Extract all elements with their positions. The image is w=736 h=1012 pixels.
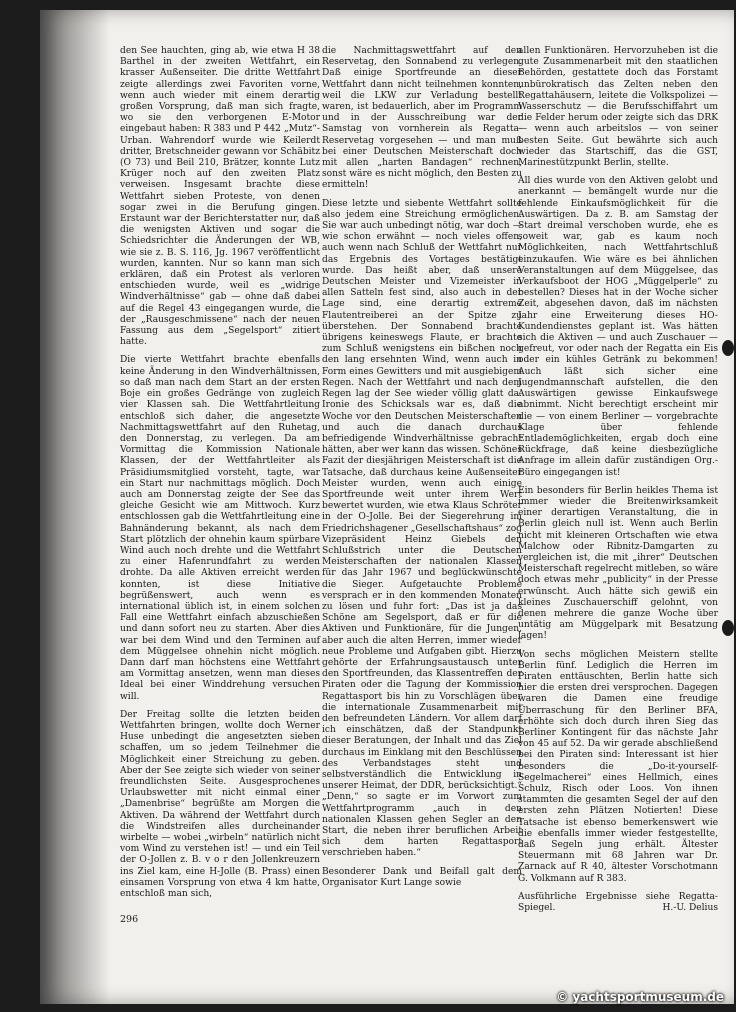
paragraph: All dies wurde von den Aktiven gelobt und anerkannt — bemängelt wurde nur die fehlende Einkaufsmöglichkeit für die Auswärtigen. Da z. B. am Samstag der Start dreimal verschoben wurde, ehe es soweit war, gab es kaum noch Möglichkeiten, nach Wettfahrtschluß einzukaufen. Wie wäre es bei ähnlichen Veranstaltungen auf dem Müggelsee, das Verkaufsboot der HOG „Müggelperle“ zu bestellen? Dieses hat in der Woche sicher Zeit, abgesehen davon, daß im nächsten Jahr eine Erweiterung dieses HO-Kundendienstes geplant ist. Was hätten sich die Aktiven — und auch Zuschauer — gefreut, vor oder nach der Regatta ein Eis oder ein kühles Getränk zu bekommen! Auch läßt sich sicher eine Jugendmannschaft aufstellen, die den Auswärtigen gewisse Einkaufswege abnimmt. Nicht berechtigt erscheint mir die — von einem Berliner — vorgebrachte Klage über fehlende Entlademöglichkeiten, ergab doch eine Rückfrage, daß keine diesbezügliche Anfrage im allein dafür zuständigen Org.-Büro eingegangen ist! xyxy=(518,176,718,478)
paragraph: Von sechs möglichen Meistern stellte Berlin fünf. Lediglich die Herren im Piraten enttäuschten, Berlin hatte sich hier die ersten drei versprochen. Dagegen waren die Damen eine freudige Überraschung für den Berliner BFA, erhöhte sich doch durch ihren Sieg das Berliner Kontingent für das nächste Jahr von 45 auf 52. Da wir gerade abschließend bei den Piraten sind: Interessant ist hier besonders die „Do-it-yourself-Segelmacherei“ eines Hellmich, eines Schulz, Risch oder Loos. Von ihnen stammten die gesamten Segel der auf den ersten zehn Plätzen Notierten! Diese Tatsache ist ebenso bemerkenswert wie die ebenfalls immer wieder festgestellte, daß Segeln jung erhält. Ältester Steuermann mit 68 Jahren war Dr. Zarnack auf R 40, ältester Vorschotmann G. Volkmann auf R 383. xyxy=(518,649,718,884)
page-number: 296 xyxy=(120,914,139,925)
text-column-1 xyxy=(120,46,320,907)
watermark: © yachtsportmuseum.de xyxy=(556,990,724,1004)
text-column-2 xyxy=(322,46,522,896)
paragraph: die Nachmittagswettfahrt auf den Reservetag, den Sonnabend zu verlegen. Daß einige Sportfreunde an dieser Wettfahrt dann nicht teilnehmen konnten, weil die LKW zur Verladung bestellt waren, ist bedauerlich, aber im Programm und in der Ausschreibung war der Samstag von vornherein als Regatta-Reservetag vorgesehen — und man muß bei einer Deutschen Meisterschaft doch mit allen „harten Bandagen“ rechnen, sonst wäre es nicht möglich, den Besten zu ermitteln! xyxy=(322,46,522,191)
paragraph: Ein besonders für Berlin heikles Thema ist immer wieder die Breitenwirksamkeit einer derartigen Veranstaltung, die in Berlin gleich null ist. Wenn auch Berlin nicht mit kleineren Ortschaften wie etwa Malchow oder Ribnitz-Damgarten zu vergleichen ist, die mit „ihrer“ Deutschen Meisterschaft regelrecht mitleben, so wäre doch etwas mehr „publicity“ in der Presse erwünscht. Auch hätte sich gewiß ein kleines Zuschauerschiff gelohnt, von denen mehrere die ganze Woche über untätig am Müggelpark mit Besatzung lagen! xyxy=(518,485,718,642)
closing-line: Ausführliche Ergebnisse siehe Regatta-Spiegel. xyxy=(518,891,718,914)
paragraph: Die vierte Wettfahrt brachte ebenfalls keine Änderung in den Windverhältnissen, so daß man nach dem Start an der ersten Boje ein großes Gedränge von zugleich vier Klassen sah. Die Wettfahrtleitung entschloß sich daher, die angesetzte Nachmittagswettfahrt auf den Ruhetag, den Donnerstag, zu verlegen. Da am Vormittag die Kommission Nationale Klassen, der der Wettfahrtleiter als Präsidiumsmitglied vorsteht, tagte, war ein Start nur nachmittags möglich. Doch auch am Donnerstag zeigte der See das gleiche Gesicht wie am Mittwoch. Kurz entschlossen gab die Wettfahrtleitung eine Bahnänderung bekannt, als nach dem Start plötzlich der ohnehin kaum spürbare Wind auch noch drehte und die Wettfahrt zu einer Hafenrundfahrt zu werden drohte. Da alle Aktiven erreicht werden konnten, ist diese Initiative begrüßenswert, auch wenn es international üblich ist, in einem solchen Fall eine Wettfahrt einfach abzuschießen und dann sofort neu zu starten. Aber dies war bei dem Wind und den Terminen auf dem Müggelsee ohnehin nicht möglich. Dann darf man höchstens eine Wettfahrt am Vormittag ansetzen, wenn man dieses Ideal bei einer Winddrehung versuchen will. xyxy=(120,355,320,702)
paragraph: allen Funktionären. Hervorzuheben ist die gute Zusammenarbeit mit den staatlichen Behörden, gestattete doch das Forstamt unbürokratisch das Zelten neben den Regattahäusern, leitete die Volkspolizei — Wasserschutz — die Berufsschiffahrt um die Felder herum oder zeigte sich das DRK — wenn auch arbeitslos — von seiner besten Seite. Gut bewährte sich auch wieder das Startschiff, das die GST, Marinestützpunkt Berlin, stellte. xyxy=(518,46,718,169)
paragraph: den See hauchten, ging ab, wie etwa H 38 Barthel in der zweiten Wettfahrt, ein krasser Außenseiter. Die dritte Wettfahrt zeigte allerdings zwei Favoriten vorne, wenn auch wieder mit einem derartig großen Vorsprung, daß man sich fragte, wo sie den verborgenen E-Motor eingebaut haben: R 383 und P 442 „Mutz“-Urban. Wahrendorf wurde wie Keilerdt dritter, Bretschneider gewann vor Schäbitz (O 73) und Beil 210, Brätzer, konnte Lutz Krüger noch auf den zweiten Platz verweisen. Insgesamt brachte diese Wettfahrt sieben Proteste, von denen sogar zwei in die Berufung gingen. Erstaunt war der Berichterstatter nur, daß die wenigsten Aktiven und sogar die Schiedsrichter die Änderungen der WB, wie sie z. B. S. 116, Jg. 1967 veröffentlicht wurden, kannten. Nur so kann man sich erklären, daß ein Protest als verloren entschieden wurde, weil es „widrige Windverhältnisse“ gab — ohne daß dabei auf die Regel 43 eingegangen wurde, die der „Rausgeschmissene“ nach der neuen Fassung aus dem „Segelsport“ zitiert hatte. xyxy=(120,46,320,348)
author-signature: H.-U. Delius xyxy=(662,903,718,914)
text-column-3 xyxy=(518,46,718,921)
paragraph: Diese letzte und siebente Wettfahrt sollte also jedem eine Streichung ermöglichen. Sie war auch unbedingt nötig, war doch — wie schon erwähnt — noch vieles offen, auch wenn nach Schluß der Wettfahrt nur das Ergebnis des Vortages bestätigt wurde. Das heißt aber, daß unsere Deutschen Meister und Vizemeister in allen Satteln fest sind, also auch in der Lage sind, eine derartig extreme Flautentreiberei an der Spitze zu überstehen. Der Sonnabend brachte übrigens keineswegs Flaute, er brachte zum Schluß wenigstens ein bißchen noch den lang ersehnten Wind, wenn auch in Form eines Gewitters und mit ausgiebigem Regen. Nach der Wettfahrt und nach dem Regen lag der See wieder völlig glatt da. Ironie des Schicksals war es, daß die Woche vor den Deutschen Meisterschaften und auch die danach durchaus befriedigende Windverhältnisse gebracht hätten, aber wer kann das wissen. Schönes Fazit der diesjährigen Meisterschaft ist die Tatsache, daß durchaus keine Außenseiter Meister wurden, wenn auch einige Sportfreunde weit unter ihrem Wert bewertet wurden, wie etwa Klaus Schröter in der O-Jolle. Bei der Siegerehrung im Friedrichshagener „Gesellschaftshaus“ zog Vizepräsident Heinz Giebels den Schlußstrich unter die Deutschen Meisterschaften der nationalen Klassen für das Jahr 1967 und beglückwünschte die Sieger. Aufgetauchte Probleme versprach er in den kommenden Monaten zu lösen und fuhr fort: „Das ist ja das Schöne am Segelsport, daß er für die Aktiven und Funktionäre, für die Jungen, aber auch die alten Herren, immer wieder neue Probleme und Aufgaben gibt. Hierzu gehörte der Erfahrungsaustausch unter den Sportfreunden, das Klassentreffen der Piraten oder die Tagung der Kommission Regattasport bis hin zu Vorschlägen über die internationale Zusammenarbeit mit den befreundeten Ländern. Vor allem darf ich einschätzen, daß der Standpunkt dieser Beratungen, der Inhalt und das Ziel durchaus im Einklang mit den Beschlüssen des Verbandstages steht und selbstverständlich die Entwicklung in unserer Heimat, der DDR, berücksichtigt.“ „Denn,“ so sagte er im Vorwort zum Wettfahrtprogramm „auch in den nationalen Klassen gehen Segler an den Start, die neben ihrer beruflichen Arbeit sich dem harten Regattasport verschrieben haben.“ xyxy=(322,198,522,859)
paragraph: Der Freitag sollte die letzten beiden Wettfahrten bringen, wollte doch Werner Huse unbedingt die angesetzten sieben schaffen, um so jedem Teilnehmer die Möglichkeit einer Streichung zu geben. Aber der See zeigte sich wieder von seiner freundlichsten Seite. Ausgesprochenes Urlaubswetter mit nicht einmal einer „Damenbrise“ begrüßte am Morgen die Aktiven. Da während der Wettfahrt durch die Windstreifen alles durcheinander wirbelte — wobei „wirbeln“ natürlich nicht vom Wind zu verstehen ist! — und ein Teil der O-Jollen z. B. v o r den Jollenkreuzern ins Ziel kam, eine H-Jolle (B. Prass) einen einsamen Vorsprung von etwa 4 km hatte, entschloß man sich, xyxy=(120,709,320,900)
paragraph xyxy=(518,892,718,914)
punch-hole xyxy=(722,620,734,636)
paragraph: Besonderer Dank und Beifall galt dem Organisator Kurt Lange sowie xyxy=(322,866,522,888)
punch-hole xyxy=(722,340,734,356)
